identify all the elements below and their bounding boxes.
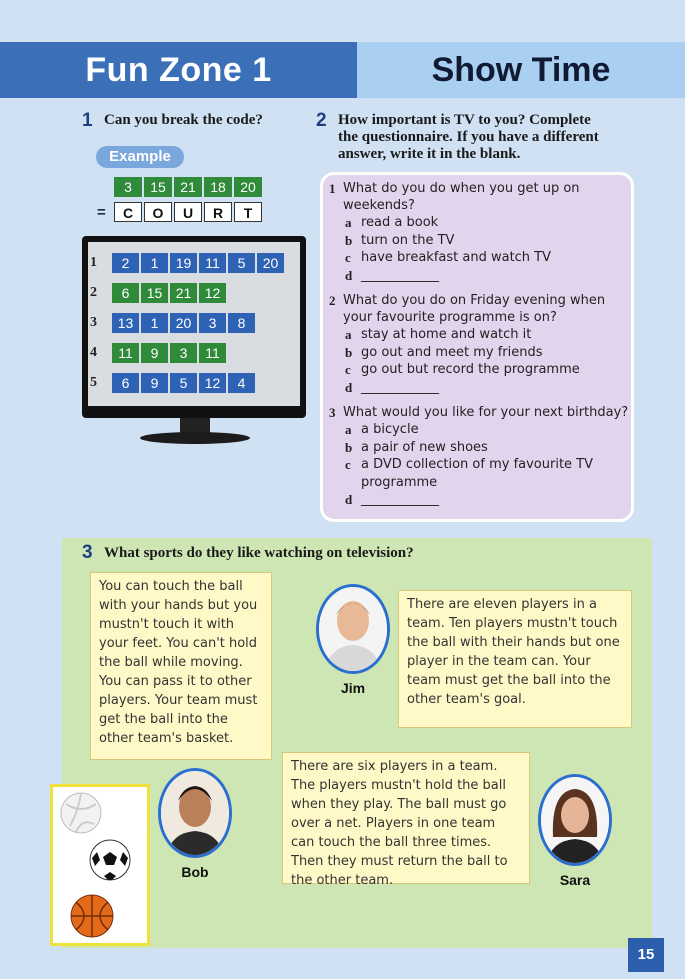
example-letter-cell: T [234, 202, 262, 222]
code-cell: 21 [170, 283, 197, 303]
answer-blank[interactable]: ____________ [361, 492, 439, 507]
q1-number: 1 [82, 110, 93, 131]
option-letter: c [345, 250, 351, 265]
speech-bubble-volleyball: There are six players in a team. The players mustn't hold the ball when they play. The ball must go over a net. Players in one team can touch the ball three times. Then they must return the ball to the other team. [282, 752, 530, 884]
bob-avatar [158, 768, 232, 858]
code-cell: 15 [141, 283, 168, 303]
answer-blank[interactable]: ____________ [361, 267, 439, 283]
code-row-number: 2 [90, 285, 97, 300]
question-text: What would you like for your next birthday? [343, 405, 629, 420]
option-text: a DVD collection of my favourite TV [361, 457, 594, 472]
question-text: What do you do on Friday evening when [343, 293, 606, 308]
tv-base [140, 432, 250, 444]
option-text: a pair of new shoes [361, 439, 488, 455]
football-icon [88, 838, 132, 882]
code-cell: 9 [141, 373, 168, 393]
code-cell: 12 [199, 283, 226, 303]
code-cell: 5 [228, 253, 255, 273]
code-cell: 9 [141, 343, 168, 363]
q1-text: Can you break the code? [104, 112, 263, 128]
q3-number: 3 [82, 542, 93, 563]
example-letter-cell: O [144, 202, 172, 222]
code-cell: 4 [228, 373, 255, 393]
q3-text: What sports do they like watching on television? [104, 545, 414, 561]
code-cell: 6 [112, 373, 139, 393]
code-cell: 1 [141, 313, 168, 333]
code-cell: 20 [257, 253, 284, 273]
code-cell: 20 [170, 313, 197, 333]
code-row-number: 1 [90, 255, 97, 270]
code-cell: 11 [199, 253, 226, 273]
sara-avatar [538, 774, 612, 866]
code-cell: 3 [199, 313, 226, 333]
jim-avatar [316, 584, 390, 674]
code-cell: 13 [112, 313, 139, 333]
bob-name: Bob [181, 864, 209, 880]
code-cell: 5 [170, 373, 197, 393]
code-cell: 12 [199, 373, 226, 393]
q2-number: 2 [316, 110, 327, 131]
example-letter-cell: U [174, 202, 202, 222]
q2-text-line-1: How important is TV to you? Complete [338, 112, 591, 128]
option-letter: b [345, 344, 353, 360]
jim-photo [319, 587, 387, 671]
code-cell: 2 [112, 253, 139, 273]
code-cell: 3 [170, 343, 197, 363]
option-text: go out but record the programme [361, 362, 580, 377]
basketball-icon [68, 892, 116, 940]
option-text: a bicycle [361, 422, 419, 437]
code-cell: 1 [141, 253, 168, 273]
option-letter: a [345, 215, 352, 230]
sara-photo [541, 777, 609, 863]
question-number: 2 [329, 293, 336, 308]
code-cell: 11 [112, 343, 139, 363]
option-letter: c [345, 362, 351, 377]
code-row-number: 5 [90, 375, 97, 390]
example-number-cell: 15 [144, 177, 172, 197]
bob-photo [161, 771, 229, 855]
option-letter: b [345, 232, 353, 248]
example-number-cell: 3 [114, 177, 142, 197]
option-text: programme [361, 474, 438, 490]
example-number-cell: 20 [234, 177, 262, 197]
question-number: 3 [329, 405, 336, 420]
option-text: stay at home and watch it [361, 327, 532, 342]
code-cell: 11 [199, 343, 226, 363]
option-text: go out and meet my friends [361, 344, 543, 360]
question-text: What do you do when you get up on [343, 181, 580, 196]
answer-blank[interactable]: ____________ [361, 379, 439, 395]
question-number: 1 [329, 181, 336, 196]
code-row-number: 4 [90, 345, 97, 360]
sara-name: Sara [559, 872, 591, 888]
example-number-cell: 21 [174, 177, 202, 197]
example-letter-cell: C [114, 202, 142, 222]
option-text: turn on the TV [361, 232, 455, 248]
code-cell: 8 [228, 313, 255, 333]
option-letter: d [345, 492, 353, 507]
option-letter: a [345, 327, 352, 342]
option-text: read a book [361, 215, 439, 230]
question-text: weekends? [343, 198, 415, 213]
option-letter: a [345, 422, 352, 437]
section-title: Fun Zone 1 [85, 51, 272, 89]
q2-text-line-2: the questionnaire. If you have a different [338, 129, 599, 145]
option-letter: b [345, 439, 353, 455]
equals-sign: = [97, 204, 106, 221]
option-letter: d [345, 267, 353, 283]
option-text: have breakfast and watch TV [361, 250, 552, 265]
speech-bubble-football: There are eleven players in a team. Ten players mustn't touch the ball with their hands but one player in the team can. Your team must get the ball into the other team's goal. [398, 590, 632, 728]
question-text: your favourite programme is on? [343, 310, 557, 325]
jim-name: Jim [340, 680, 366, 696]
page-number: 15 [628, 938, 664, 972]
option-letter: d [345, 379, 353, 395]
volleyball-icon [58, 790, 104, 836]
option-letter: c [345, 457, 351, 472]
code-cell: 19 [170, 253, 197, 273]
q2-text-line-3: answer, write it in the blank. [338, 146, 521, 162]
code-cell: 6 [112, 283, 139, 303]
example-label: Example [96, 146, 184, 168]
code-row-number: 3 [90, 315, 97, 330]
speech-bubble-basketball: You can touch the ball with your hands but you mustn't touch it with your feet. You can't hold the ball while moving. You can pass it to other players. Your team must get the ball into the other team's basket. [90, 572, 272, 760]
unit-title: Show Time [431, 51, 611, 89]
example-letter-cell: R [204, 202, 232, 222]
example-number-cell: 18 [204, 177, 232, 197]
